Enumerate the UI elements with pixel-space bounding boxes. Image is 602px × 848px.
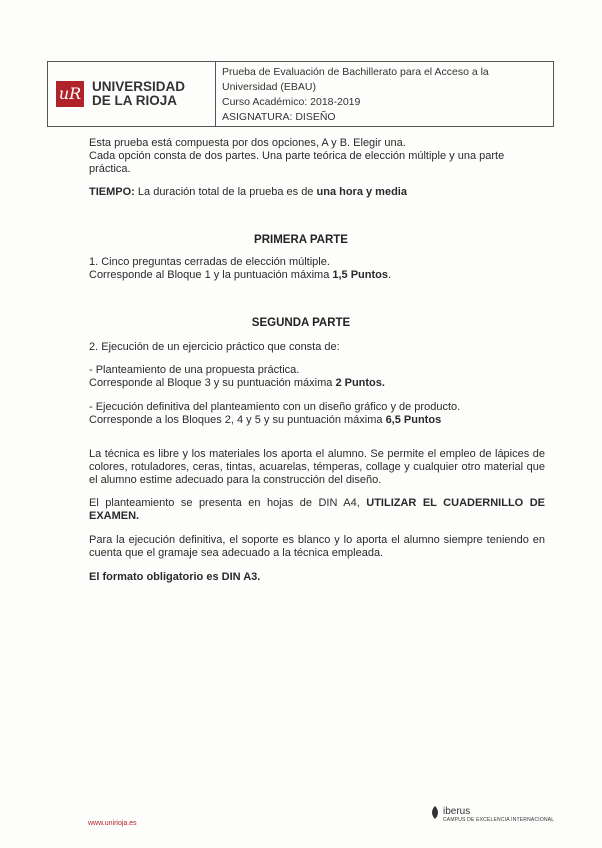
part-2-heading: SEGUNDA PARTE [251, 317, 351, 329]
part-1-line-1: 1. Cinco preguntas cerradas de elección múltiple. [89, 256, 330, 268]
part-2-item-1-line-2: Corresponde al Bloque 3 y su puntuación máxima 2 Puntos. [89, 377, 385, 389]
logo-line-2: DE LA RIOJA [92, 93, 178, 108]
iberus-title: iberus [443, 806, 471, 817]
part-2-line-1: 2. Ejecución de un ejercicio práctico que consta de: [89, 341, 340, 353]
definitive-paragraph: Para la ejecución definitiva, el soporte es blanco y lo aporta el alumno siempre teniendo en cuenta que el gramaje sea adecuado a la técnica empleada. [89, 534, 545, 559]
intro-line-3: práctica. [89, 163, 131, 175]
subject: ASIGNATURA: DISEÑO [222, 111, 336, 123]
footer-url[interactable]: www.unirioja.es [88, 820, 137, 827]
logo-line-1: UNIVERSIDAD [92, 79, 186, 94]
part-2-item-1-line-1: - Planteamiento de una propuesta práctica. [89, 364, 300, 376]
iberus-subtitle: CAMPUS DE EXCELENCIA INTERNACIONAL [443, 817, 555, 823]
part-1-heading: PRIMERA PARTE [254, 234, 348, 246]
time-line: TIEMPO: La duración total de la prueba es de una hora y media [89, 186, 407, 198]
technique-paragraph: La técnica es libre y los materiales los aporta el alumno. Se permite el empleo de lápices de colores, rotuladores, ceras, tintas, acuarelas, témperas, collage y cualquier otro material que el alumno estime adecuado para la construcción del diseño. [89, 448, 545, 486]
part-2-item-2-line-1: - Ejecución definitiva del planteamiento con un diseño gráfico y de producto. [89, 401, 461, 413]
intro-line-2: Cada opción consta de dos partes. Una parte teórica de elección múltiple y una parte [89, 150, 505, 162]
exam-title-line-2: Universidad (EBAU) [222, 81, 316, 93]
part-1-line-2: Corresponde al Bloque 1 y la puntuación máxima 1,5 Puntos. [89, 269, 392, 281]
university-logo-icon: uR [56, 81, 84, 107]
exam-title-line-1: Prueba de Evaluación de Bachillerato para el Acceso a la [222, 66, 489, 78]
part-2-item-2-line-2: Corresponde a los Bloques 2, 4 y 5 y su puntuación máxima 6,5 Puntos [89, 414, 442, 426]
format-line: El formato obligatorio es DIN A3. [89, 571, 261, 583]
sheets-paragraph: El planteamiento se presenta en hojas de DIN A4, UTILIZAR EL CUADERNILLO DE EXAMEN. [89, 497, 545, 522]
leaf-icon [430, 806, 440, 820]
course-year: Curso Académico: 2018-2019 [222, 96, 361, 108]
document-header [47, 61, 554, 127]
intro-line-1: Esta prueba está compuesta por dos opciones, A y B. Elegir una. [89, 137, 406, 149]
iberus-logo [430, 806, 554, 823]
university-logo [48, 62, 216, 126]
exam-info [216, 62, 553, 126]
